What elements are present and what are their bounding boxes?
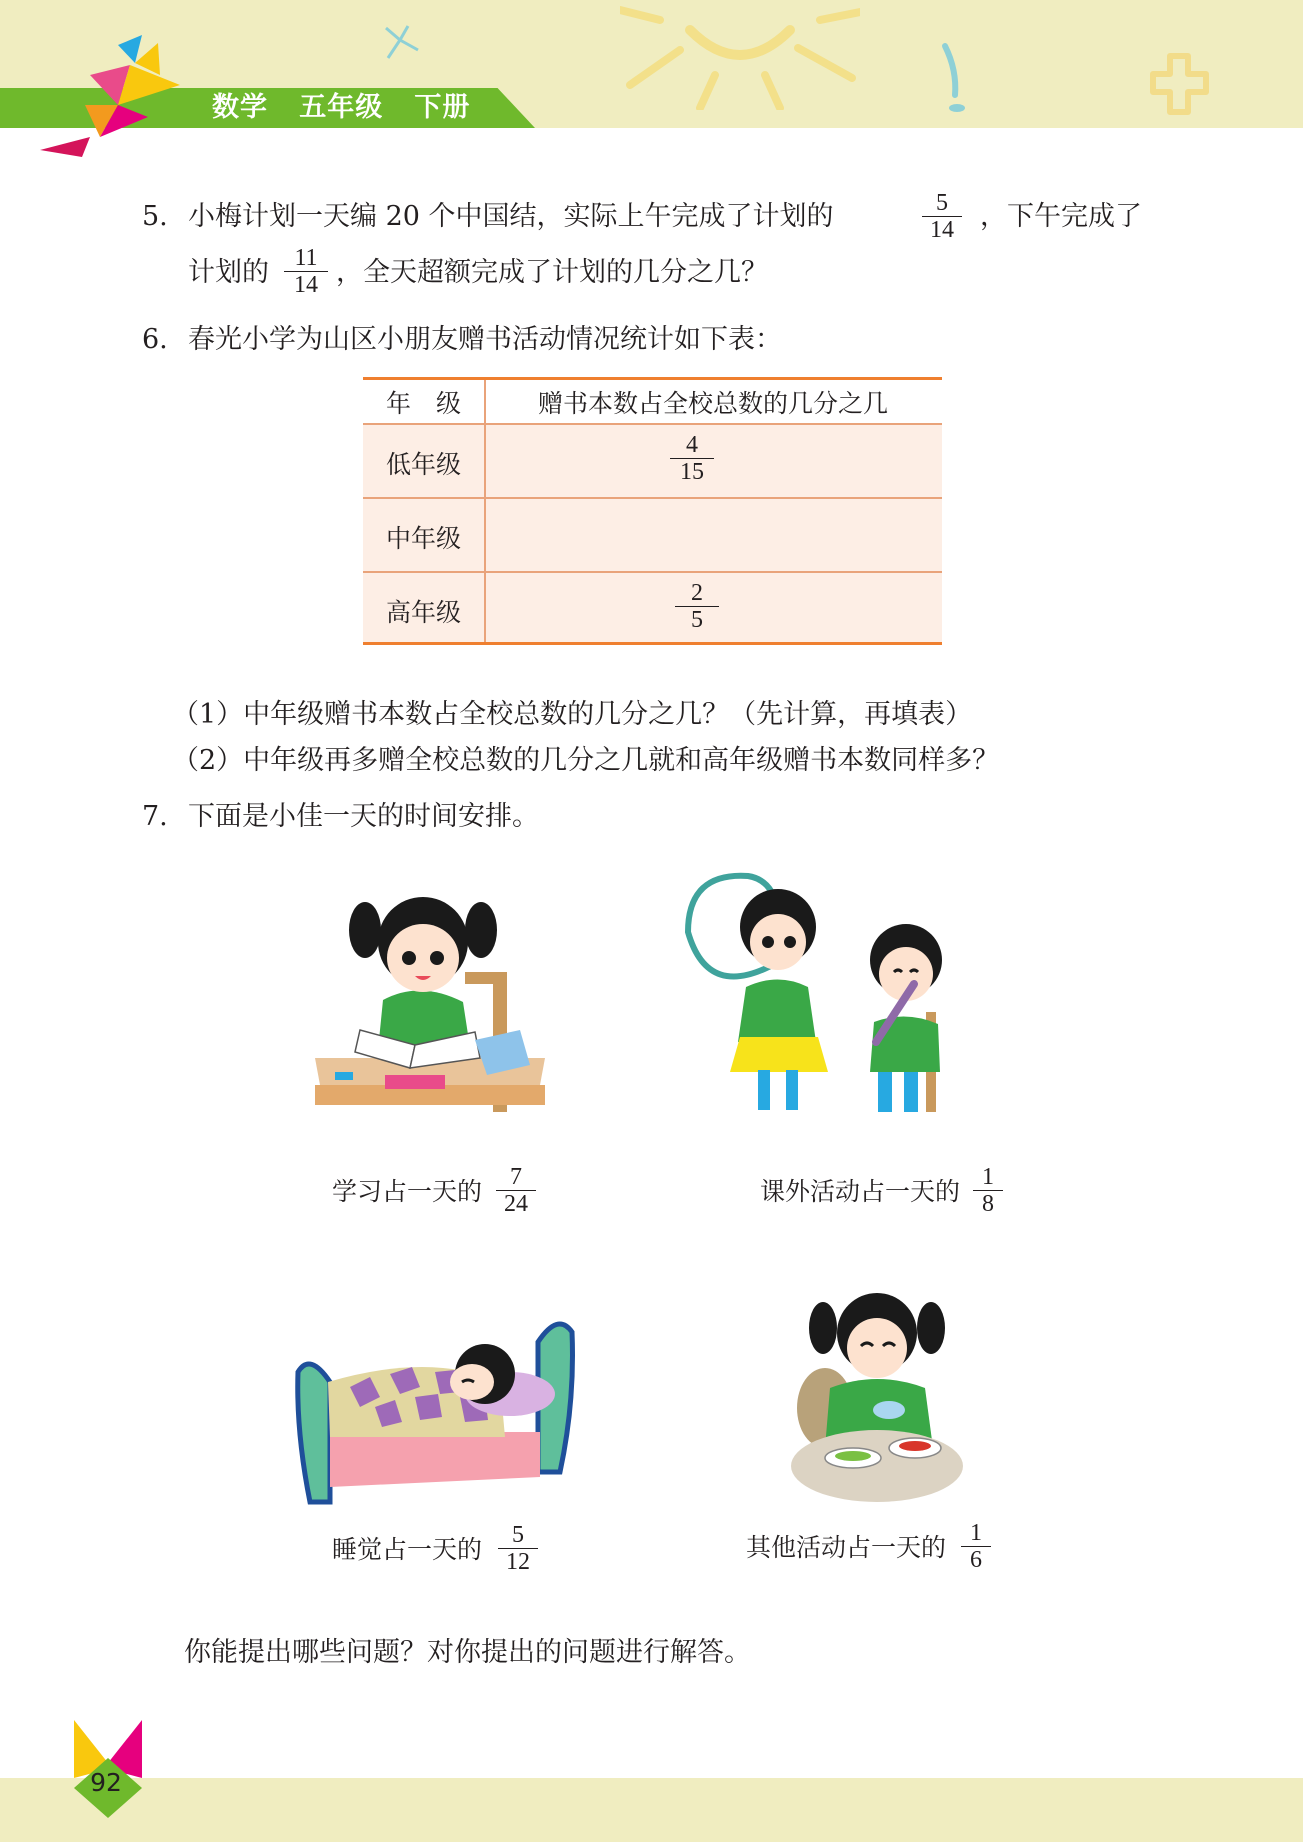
table-grade-middle: 中年级 [385, 524, 461, 553]
studying-caption: 学习占一天的 [332, 1177, 483, 1206]
girl-sleeping-illustration-icon [290, 1312, 580, 1512]
problem-5-line2-end: ，全天超额完成了计划的几分之几？ [336, 257, 768, 288]
table-row-divider [363, 423, 942, 425]
other-activities-caption: 其他活动占一天的 [746, 1533, 947, 1562]
plus-doodle-icon [1148, 50, 1213, 120]
exclamation-doodle-icon [935, 40, 970, 115]
donation-table [363, 377, 942, 645]
problem-5-line2: 计划的 [188, 257, 269, 288]
activities-fraction: 1 8 [973, 1164, 1003, 1217]
problem-7-number: 7. [142, 801, 168, 832]
table-header-fraction: 赠书本数占全校总数的几分之几 [537, 389, 888, 418]
table-bottom-border [363, 642, 942, 645]
table-grade-low: 低年级 [385, 450, 461, 479]
table-row [363, 497, 942, 571]
studying-fraction: 7 24 [496, 1164, 536, 1217]
sleeping-fraction: 5 12 [498, 1522, 538, 1575]
table-fraction-low: 4 15 [670, 432, 714, 485]
table-row-divider [363, 571, 942, 573]
page-number: 92 [90, 1768, 122, 1797]
activities-caption: 课外活动占一天的 [760, 1177, 961, 1206]
problem-7-closing: 你能提出哪些问题？对你提出的问题进行解答。 [184, 1637, 751, 1668]
problem-6-number: 6. [142, 324, 168, 355]
table-fraction-high: 2 5 [675, 580, 719, 633]
table-top-border [363, 377, 942, 380]
girl-eating-illustration-icon [785, 1288, 970, 1508]
table-row [363, 423, 942, 497]
problem-7-text: 下面是小佳一天的时间安排。 [188, 801, 539, 832]
problem-5-fraction-2: 11 14 [284, 245, 328, 298]
problem-5-line1-end: ，下午完成了 [980, 201, 1142, 232]
sleeping-caption: 睡觉占一天的 [332, 1535, 483, 1564]
problem-6-text: 春光小学为山区小朋友赠书活动情况统计如下表： [188, 324, 782, 355]
tangram-bird-logo-icon [30, 25, 190, 160]
star-doodle-icon [378, 20, 428, 65]
other-activities-fraction: 1 6 [961, 1520, 991, 1573]
girl-studying-illustration-icon [315, 880, 545, 1130]
table-row [363, 571, 942, 645]
header-title: 数学 五年级 下册 [212, 92, 471, 123]
problem-6-question-2: （2）中年级再多赠全校总数的几分之几就和高年级赠书本数同样多？ [172, 745, 1000, 776]
table-column-divider [484, 377, 486, 645]
problem-6-question-1: （1）中年级赠书本数占全校总数的几分之几？（先计算，再填表） [172, 699, 973, 730]
sun-doodle-icon [620, 0, 860, 110]
problem-5-number: 5. [142, 201, 168, 232]
problem-5-fraction-1: 5 14 [922, 190, 962, 243]
table-grade-high: 高年级 [385, 598, 461, 627]
table-header-row [363, 377, 942, 423]
table-header-grade: 年 级 [385, 389, 461, 418]
footer-band [0, 1778, 1303, 1842]
table-row-divider [363, 497, 942, 499]
girls-playing-illustration-icon [678, 872, 998, 1132]
problem-5-line1: 小梅计划一天编 20 个中国结，实际上午完成了计划的 [188, 201, 834, 232]
